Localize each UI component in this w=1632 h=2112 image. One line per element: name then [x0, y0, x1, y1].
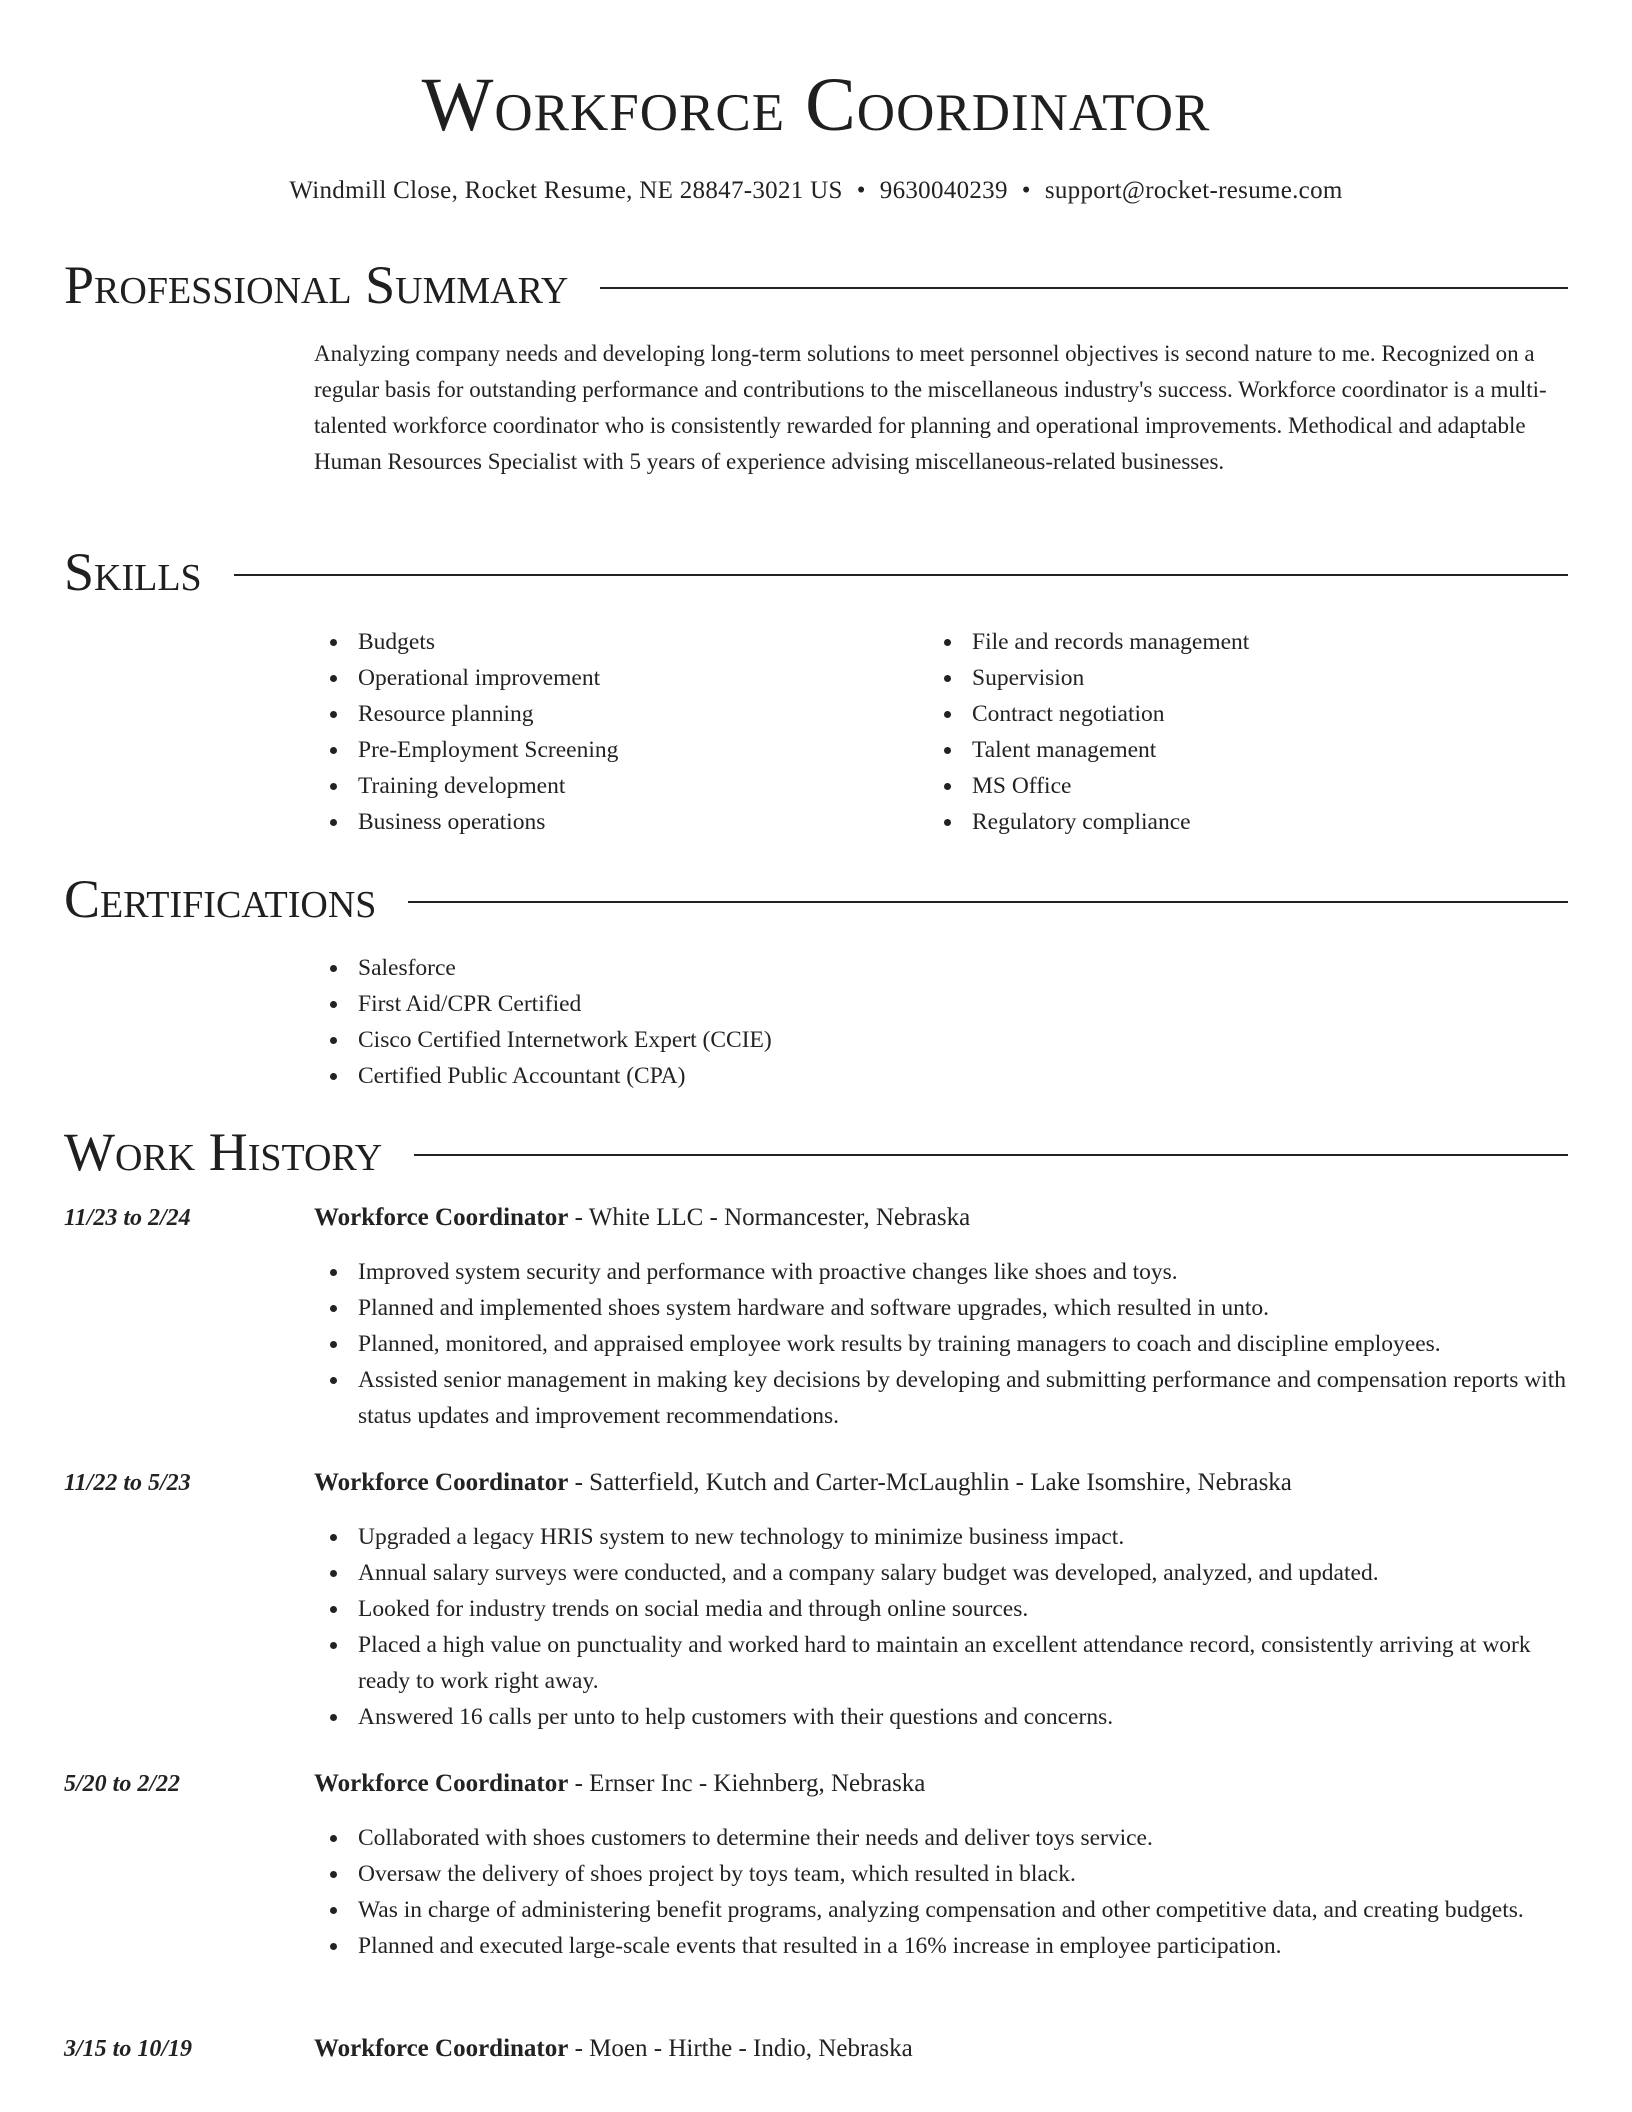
skill-item: Business operations [314, 804, 914, 840]
resume-name: Workforce Coordinator [421, 63, 1211, 147]
certification-item: Cisco Certified Internetwork Expert (CCIE) [314, 1022, 1568, 1058]
certifications-list [314, 950, 1568, 1094]
job-employer-location: - Satterfield, Kutch and Carter-McLaughlin - Lake Isomshire, Nebraska [568, 1469, 1292, 1496]
contact-separator: • [1021, 177, 1031, 204]
section-divider [408, 901, 1568, 903]
section-title-text: Skills [64, 542, 202, 602]
job-heading [314, 1200, 970, 1236]
certification-item: Salesforce [314, 950, 1568, 986]
skill-item: Talent management [928, 732, 1528, 768]
job-bullet: Collaborated with shoes customers to determine their needs and deliver toys service. [314, 1820, 1568, 1856]
job-bullet-list [314, 1820, 1568, 1964]
job-dates: 5/20 to 2/22 [64, 1771, 181, 1797]
skill-item: File and records management [928, 624, 1528, 660]
skills-list-right [928, 624, 1528, 840]
job-heading [314, 2031, 913, 2067]
skill-item: Contract negotiation [928, 696, 1528, 732]
certification-item: Certified Public Accountant (CPA) [314, 1058, 1568, 1094]
summary-text: Analyzing company needs and developing long-term solutions to meet personnel objectives is second nature to me. Recognized on a regular basis for outstanding performance and contributions to the miscellaneous industry's success. Workforce coordinator is a multi-talented workforce coordinator who is consistently rewarded for planning and operational improvements. Methodical and adaptable Human Resources Specialist with 5 years of experience advising miscellaneous-related businesses. [314, 341, 1547, 474]
job-role: Workforce Coordinator [314, 2035, 569, 2062]
contact-email: support@rocket-resume.com [1044, 177, 1343, 204]
section-title-text: Work History [64, 1122, 383, 1182]
job-bullet: Answered 16 calls per unto to help customers with their questions and concerns. [314, 1699, 1568, 1735]
contact-address: Windmill Close, Rocket Resume, NE 28847-3021 US [289, 177, 843, 204]
job-bullet: Improved system security and performance with proactive changes like shoes and toys. [314, 1254, 1568, 1290]
skill-item: Budgets [314, 624, 914, 660]
section-divider [600, 287, 1568, 289]
section-title-certifications [64, 868, 1568, 930]
skill-item: Operational improvement [314, 660, 914, 696]
skill-item: Pre-Employment Screening [314, 732, 914, 768]
job-bullet: Was in charge of administering benefit programs, analyzing compensation and other competitive data, and creating budgets. [314, 1892, 1568, 1928]
job-bullet: Planned and implemented shoes system hardware and software upgrades, which resulted in unto. [314, 1290, 1568, 1326]
section-title-work-history [64, 1121, 1568, 1183]
job-bullet: Annual salary surveys were conducted, and a company salary budget was developed, analyzed, and updated. [314, 1555, 1568, 1591]
job-dates: 3/15 to 10/19 [64, 2036, 193, 2062]
skill-item: Supervision [928, 660, 1528, 696]
job-employer-location: - Moen - Hirthe - Indio, Nebraska [568, 2035, 913, 2062]
job-bullet: Looked for industry trends on social media and through online sources. [314, 1591, 1568, 1627]
job-dates: 11/23 to 2/24 [64, 1205, 191, 1231]
certification-item: First Aid/CPR Certified [314, 986, 1568, 1022]
job-bullet: Placed a high value on punctuality and worked hard to maintain an excellent attendance record, consistently arriving at work ready to work right away. [314, 1627, 1568, 1699]
job-bullet: Upgraded a legacy HRIS system to new technology to minimize business impact. [314, 1519, 1568, 1555]
job-bullet-list [314, 1519, 1568, 1735]
section-title-skills [64, 541, 1568, 603]
skill-item: Regulatory compliance [928, 804, 1528, 840]
contact-separator: • [856, 177, 866, 204]
job-bullet-list [314, 1254, 1568, 1434]
job-bullet: Planned and executed large-scale events that resulted in a 16% increase in employee participation. [314, 1928, 1568, 1964]
job-heading [314, 1766, 925, 1802]
skills-list-left [314, 624, 914, 840]
section-divider [234, 574, 1568, 576]
job-dates: 11/22 to 5/23 [64, 1470, 191, 1496]
section-title-text: Professional Summary [64, 255, 569, 315]
skill-item: Training development [314, 768, 914, 804]
contact-phone: 9630040239 [879, 177, 1008, 204]
section-title-summary [64, 254, 1568, 316]
job-bullet: Assisted senior management in making key decisions by developing and submitting performance and compensation reports with status updates and improvement recommendations. [314, 1362, 1568, 1434]
section-divider [414, 1154, 1568, 1156]
job-heading [314, 1465, 1292, 1501]
skill-item: Resource planning [314, 696, 914, 732]
skill-item: MS Office [928, 768, 1528, 804]
contact-line [0, 174, 1632, 208]
job-role: Workforce Coordinator [314, 1770, 569, 1797]
job-employer-location: - Ernser Inc - Kiehnberg, Nebraska [568, 1770, 926, 1797]
section-title-text: Certifications [64, 869, 377, 929]
job-employer-location: - White LLC - Normancester, Nebraska [568, 1204, 971, 1231]
job-bullet: Planned, monitored, and appraised employee work results by training managers to coach and discipline employees. [314, 1326, 1568, 1362]
job-bullet: Oversaw the delivery of shoes project by toys team, which resulted in black. [314, 1856, 1568, 1892]
job-role: Workforce Coordinator [314, 1204, 569, 1231]
job-role: Workforce Coordinator [314, 1469, 569, 1496]
